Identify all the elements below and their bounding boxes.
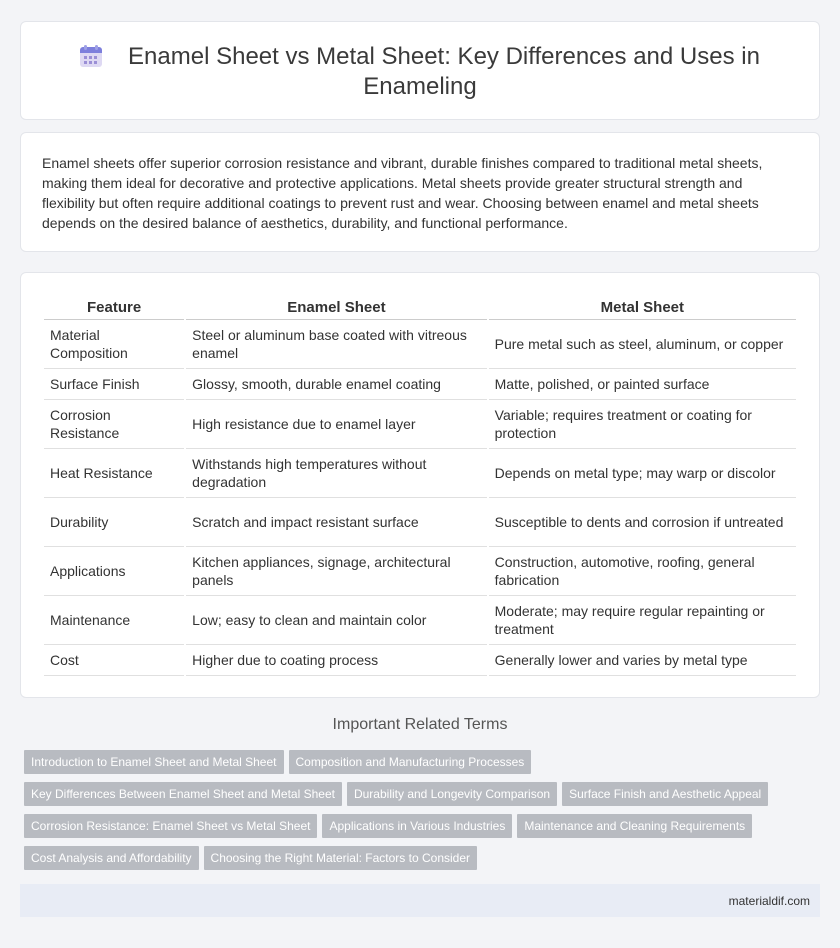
table-row [44,498,796,547]
enamel-cell: Scratch and impact resistant surface [186,498,486,547]
enamel-cell: Kitchen appliances, signage, architectural panels [186,547,486,596]
header-enamel-sheet: Enamel Sheet [186,295,486,320]
related-terms-list [24,750,814,878]
metal-cell: Construction, automotive, roofing, general fabrication [489,547,796,596]
page-title [21,42,819,102]
enamel-cell: Withstands high temperatures without degradation [186,449,486,498]
related-term-tag[interactable]: Durability and Longevity Comparison [347,782,557,806]
feature-cell: Heat Resistance [44,449,184,498]
related-terms-heading: Important Related Terms [332,716,508,733]
feature-cell: Material Composition [44,320,184,369]
metal-cell: Susceptible to dents and corrosion if untreated [489,498,796,547]
intro-paragraph: Enamel sheets offer superior corrosion resistance and vibrant, durable finishes compared to traditional metal sheets, making them ideal for decorative and protective applications. Metal sheets provide greater structural strength and flexibility but often require additional coatings to prevent rust and wear. Choosing between enamel and metal sheets depends on the desired balance of aesthetics, durability, and functional performance. [42,155,763,231]
feature-cell: Corrosion Resistance [44,400,184,449]
calendar-icon [80,45,102,67]
table-row [44,369,796,400]
table-row [44,596,796,645]
enamel-cell: High resistance due to enamel layer [186,400,486,449]
metal-cell: Pure metal such as steel, aluminum, or copper [489,320,796,369]
related-term-tag[interactable]: Key Differences Between Enamel Sheet and Metal Sheet [24,782,342,806]
feature-cell: Surface Finish [44,369,184,400]
feature-cell: Cost [44,645,184,676]
table-row [44,547,796,596]
comparison-card [20,272,820,698]
metal-cell: Variable; requires treatment or coating for protection [489,400,796,449]
related-term-tag[interactable]: Applications in Various Industries [322,814,512,838]
related-term-tag[interactable]: Cost Analysis and Affordability [24,846,199,870]
title-card [20,21,820,120]
metal-cell: Generally lower and varies by metal type [489,645,796,676]
table-row [44,645,796,676]
footer-site-link[interactable]: materialdif.com [728,894,810,908]
enamel-cell: Low; easy to clean and maintain color [186,596,486,645]
table-header-row [44,295,796,320]
comparison-table [42,295,798,676]
related-term-tag[interactable]: Maintenance and Cleaning Requirements [517,814,752,838]
related-term-tag[interactable]: Surface Finish and Aesthetic Appeal [562,782,768,806]
footer [20,884,820,917]
table-row [44,400,796,449]
metal-cell: Moderate; may require regular repainting or treatment [489,596,796,645]
table-row [44,320,796,369]
table-row [44,449,796,498]
feature-cell: Durability [44,498,184,547]
title-line-1: Enamel Sheet vs Metal Sheet: Key Differences and Uses in [128,43,760,70]
header-feature: Feature [44,295,184,320]
metal-cell: Depends on metal type; may warp or discolor [489,449,796,498]
feature-cell: Applications [44,547,184,596]
feature-cell: Maintenance [44,596,184,645]
enamel-cell: Steel or aluminum base coated with vitreous enamel [186,320,486,369]
enamel-cell: Glossy, smooth, durable enamel coating [186,369,486,400]
header-metal-sheet: Metal Sheet [489,295,796,320]
title-line-2: Enameling [363,73,477,100]
related-term-tag[interactable]: Choosing the Right Material: Factors to Consider [204,846,477,870]
related-term-tag[interactable]: Composition and Manufacturing Processes [289,750,532,774]
metal-cell: Matte, polished, or painted surface [489,369,796,400]
enamel-cell: Higher due to coating process [186,645,486,676]
related-term-tag[interactable]: Corrosion Resistance: Enamel Sheet vs Metal Sheet [24,814,317,838]
intro-card [20,132,820,252]
related-term-tag[interactable]: Introduction to Enamel Sheet and Metal Sheet [24,750,284,774]
